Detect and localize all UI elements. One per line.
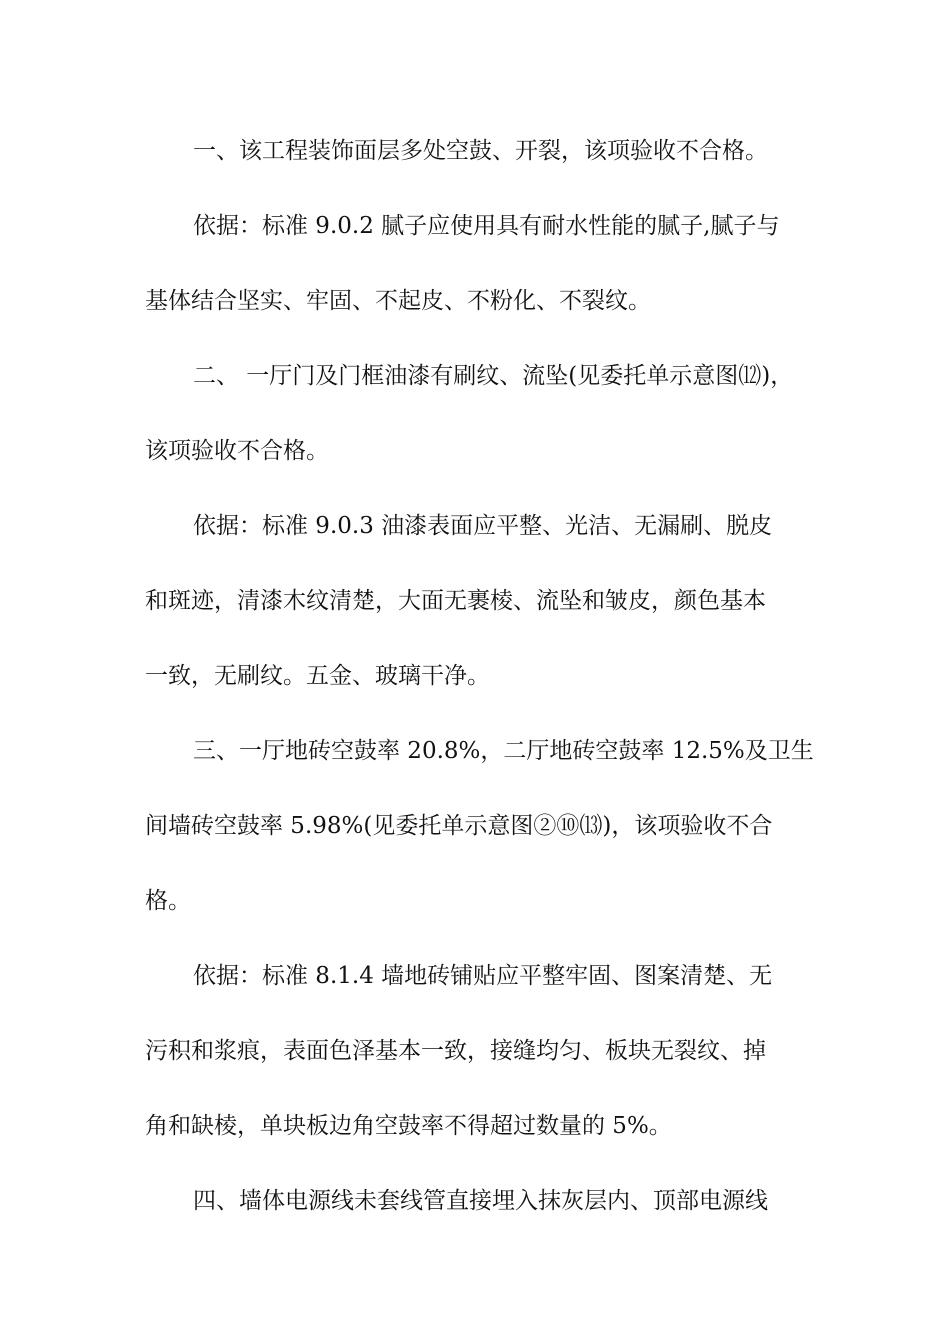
paragraph-3-line-2: 间墙砖空鼓率 5.98%(见委托单示意图②⑩⒀)，该项验收不合 (145, 813, 773, 839)
basis-1-line-1: 依据：标准 9.0.2 腻子应使用具有耐水性能的腻子,腻子与 (193, 213, 780, 239)
paragraph-1-line-1: 一、该工程装饰面层多处空鼓、开裂，该项验收不合格。 (193, 138, 768, 164)
paragraph-3-line-1: 三、一厅地砖空鼓率 20.8%，二厅地砖空鼓率 12.5%及卫生 (193, 738, 814, 764)
basis-3-line-1: 依据：标准 8.1.4 墙地砖铺贴应平整牢固、图案清楚、无 (193, 963, 773, 989)
paragraph-2-line-2: 该项验收不合格。 (145, 438, 329, 464)
paragraph-3-line-3: 格。 (145, 888, 191, 914)
paragraph-2-line-1: 二、 一厅门及门框油漆有刷纹、流坠(见委托单示意图⑿)， (193, 363, 794, 389)
basis-3-line-3: 角和缺棱，单块板边角空鼓率不得超过数量的 5%。 (145, 1113, 672, 1139)
basis-2-line-3: 一致，无刷纹。五金、玻璃干净。 (145, 663, 490, 689)
basis-3-line-2: 污积和浆痕，表面色泽基本一致，接缝均匀、板块无裂纹、掉 (145, 1038, 766, 1064)
basis-2-line-1: 依据：标准 9.0.3 油漆表面应平整、光洁、无漏刷、脱皮 (193, 513, 773, 539)
basis-1-line-2: 基体结合坚实、牢固、不起皮、不粉化、不裂纹。 (145, 288, 651, 314)
paragraph-4-line-1: 四、墙体电源线未套线管直接埋入抹灰层内、顶部电源线 (193, 1188, 768, 1214)
basis-2-line-2: 和斑迹，清漆木纹清楚，大面无裹棱、流坠和皱皮，颜色基本 (145, 588, 766, 614)
